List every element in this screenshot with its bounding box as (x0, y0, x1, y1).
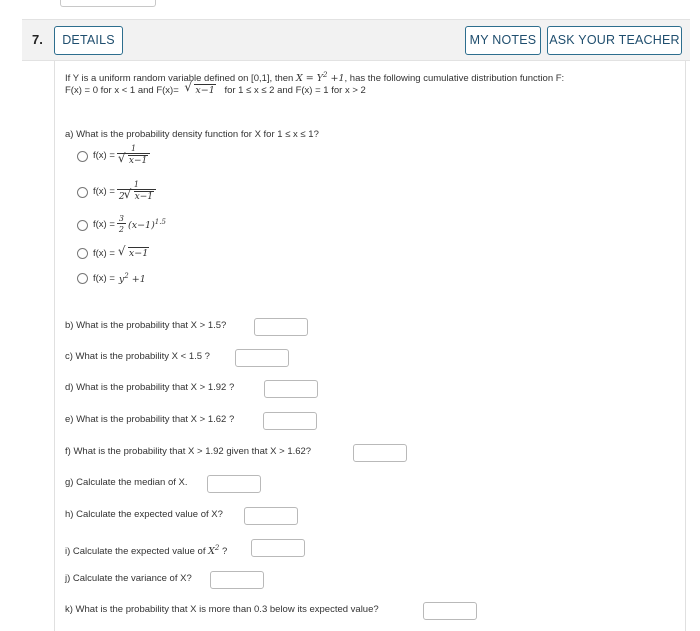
intro-text-a: If Y is a uniform random variable defined on [0,1], then (65, 73, 294, 84)
option-3-numerator: 3 (118, 214, 124, 223)
part-k-prompt: k) What is the probability that X is more than 0.3 below its expected value? (65, 604, 379, 615)
details-button[interactable]: DETAILS (54, 26, 123, 55)
option-1-lhs: f(x) = (93, 150, 115, 161)
part-e-answer-input[interactable] (263, 412, 317, 430)
option-4-radicand: x−1 (128, 248, 149, 259)
option-4-lhs: f(x) = (93, 247, 115, 259)
part-j-prompt: j) Calculate the variance of X? (65, 573, 192, 584)
part-h-prompt: h) Calculate the expected value of X? (65, 509, 223, 520)
option-3-denominator: 2 (118, 225, 124, 234)
intro-line-2 (65, 84, 366, 97)
part-c-answer-input[interactable] (235, 349, 289, 367)
part-i-prompt (65, 542, 227, 558)
part-i-exponent: 2 (214, 544, 220, 552)
part-a-prompt: a) What is the probability density function for X for 1 ≤ x ≤ 1? (65, 129, 319, 140)
intro-equation (296, 73, 345, 84)
option-2-numerator: 1 (133, 180, 139, 189)
intro-line-1 (65, 69, 564, 85)
option-2-coefficient: 2 (118, 192, 125, 202)
intro-sqrt-radicand: x−1 (195, 85, 215, 96)
part-g-prompt: g) Calculate the median of X. (65, 477, 188, 488)
option-3-power (128, 218, 166, 231)
intro-text-b: , has the following cumulative distribution function F: (344, 73, 565, 84)
option-3-radio[interactable] (77, 220, 88, 231)
part-f-answer-input[interactable] (353, 444, 407, 462)
option-4-radio[interactable] (77, 248, 88, 259)
option-5-tail: +1 (131, 274, 146, 285)
option-3-fraction (117, 214, 126, 234)
my-notes-button[interactable]: MY NOTES (465, 26, 541, 55)
option-2-radio[interactable] (77, 187, 88, 198)
part-d-answer-input[interactable] (264, 380, 318, 398)
part-e-prompt: e) What is the probability that X > 1.62 ? (65, 414, 235, 425)
question-number: 7. (32, 32, 43, 47)
option-1-label (93, 144, 152, 167)
option-5-base: y (118, 274, 125, 285)
intro-cdf-text-a: F(x) = 0 for x < 1 and F(x)= (65, 85, 179, 96)
intro-eq-head: X = Y (295, 73, 324, 84)
intro-sqrt (185, 84, 215, 97)
option-5-label (93, 272, 146, 285)
option-2-fraction (117, 180, 156, 203)
option-5-expression (119, 272, 146, 285)
part-d-prompt: d) What is the probability that X > 1.92 ? (65, 382, 235, 393)
option-5-lhs: f(x) = (93, 273, 115, 284)
intro-eq-tail: +1 (330, 73, 345, 84)
option-5-exponent: 2 (124, 272, 129, 280)
part-i-text-a: i) Calculate the expected value of (65, 546, 206, 557)
option-3-base: (x−1) (128, 219, 155, 231)
part-i-base: X (208, 546, 215, 557)
ask-your-teacher-button[interactable]: ASK YOUR TEACHER (547, 26, 682, 55)
part-c-prompt: c) What is the probability X < 1.5 ? (65, 351, 210, 362)
option-4-sqrt (119, 247, 149, 259)
option-5-radio[interactable] (77, 273, 88, 284)
part-b-prompt: b) What is the probability that X > 1.5? (65, 320, 227, 331)
option-3-lhs: f(x) = (93, 218, 115, 230)
option-1-fraction (117, 144, 150, 167)
option-2-label (93, 180, 158, 203)
option-3-label (93, 214, 166, 234)
part-k-answer-input[interactable] (423, 602, 477, 620)
previous-question-stub (60, 0, 156, 7)
part-h-answer-input[interactable] (244, 507, 298, 525)
option-3-exponent: 1.5 (154, 217, 166, 226)
part-i-answer-input[interactable] (251, 539, 305, 557)
option-2-radicand: x−1 (134, 192, 153, 202)
option-4-label (93, 247, 149, 259)
part-g-answer-input[interactable] (207, 475, 261, 493)
part-b-answer-input[interactable] (254, 318, 308, 336)
part-j-answer-input[interactable] (210, 571, 264, 589)
part-i-text-b: ? (222, 546, 228, 557)
option-1-radicand: x−1 (128, 156, 148, 166)
option-1-radio[interactable] (77, 151, 88, 162)
part-f-prompt: f) What is the probability that X > 1.92 given that X > 1.62? (65, 446, 312, 457)
question-header (22, 19, 690, 61)
intro-eq-exponent: 2 (323, 71, 328, 79)
part-i-expression (208, 546, 219, 557)
question-body (54, 61, 686, 631)
intro-cdf-text-b: for 1 ≤ x ≤ 2 and F(x) = 1 for x > 2 (224, 85, 366, 96)
option-2-lhs: f(x) = (93, 186, 115, 197)
option-1-numerator: 1 (131, 144, 137, 153)
